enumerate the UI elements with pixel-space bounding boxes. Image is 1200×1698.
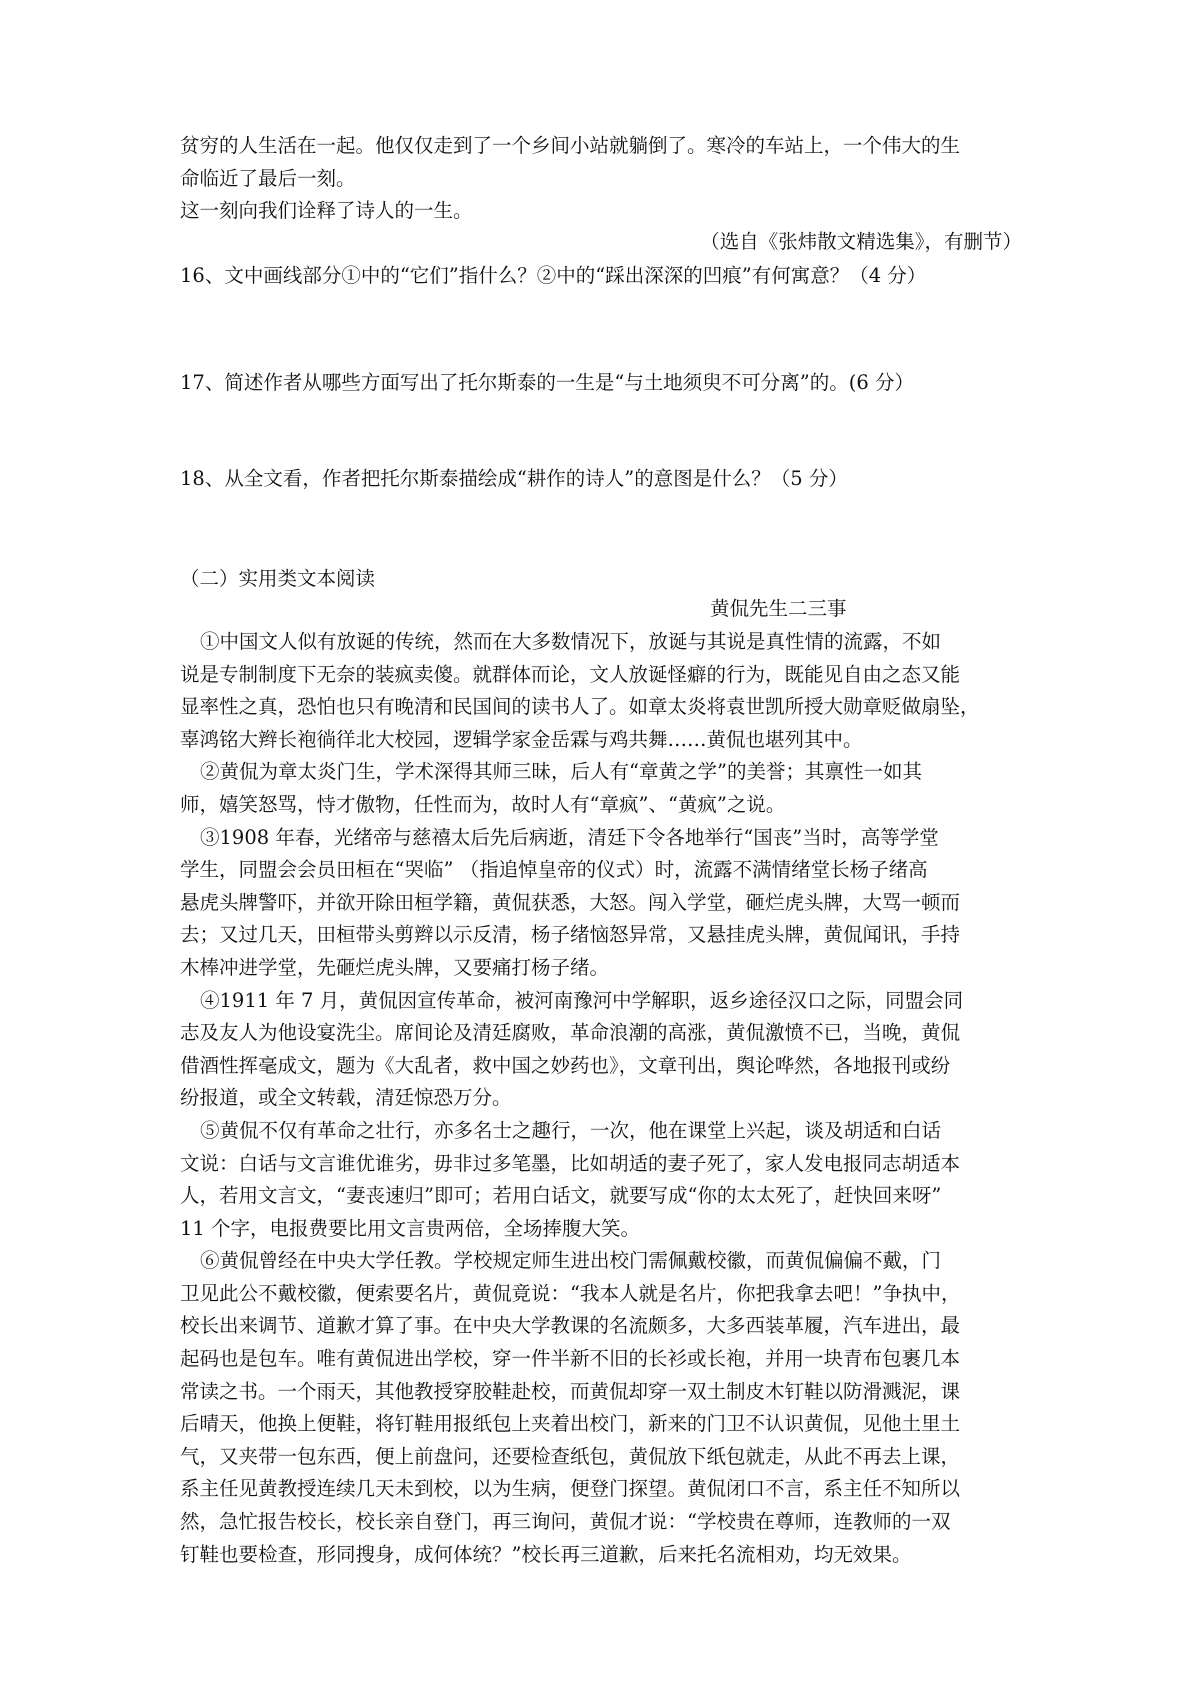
paragraph-line: 系主任见黄教授连续几天未到校，以为生病，便登门探望。黄侃闭口不言，系主任不知所以 (180, 1477, 961, 1501)
paragraph-line: ⑤黄侃不仅有革命之壮行，亦多名士之趣行，一次，他在课堂上兴起，谈及胡适和白话 (200, 1118, 942, 1142)
paragraph-line: 木棒冲进学堂，先砸烂虎头牌，又要痛打杨子绪。 (180, 955, 610, 979)
paragraph-line: 显率性之真，恐怕也只有晚清和民国间的读书人了。如章太炎将袁世凯所授大勋章贬做扇坠， (180, 695, 980, 719)
question-18: 18、从全文看，作者把托尔斯泰描绘成“耕作的诗人”的意图是什么？（5 分） (180, 467, 848, 490)
paragraph-line: ①中国文人似有放诞的传统，然而在大多数情况下，放诞与其说是真性情的流露，不如 (200, 630, 942, 653)
paragraph-line: 卫见此公不戴校徽，便索要名片，黄侃竟说：“我本人就是名片，你把我拿去吧！”争执中， (180, 1281, 961, 1305)
paragraph-line: 纷报道，或全文转载，清廷惊恐万分。 (180, 1086, 512, 1110)
paragraph-line: 借酒性挥毫成文，题为《大乱者，救中国之妙药也》，文章刊出，舆论哗然，各地报刊或纷 (180, 1053, 951, 1077)
paragraph-line: 人，若用文言文，“妻丧速归”即可；若用白话文，就要写成“你的太太死了，赶快回来呀” (180, 1184, 942, 1208)
passage-line: 命临近了最后一刻。 (180, 166, 356, 190)
paragraph-line: 学生，同盟会会员田桓在“哭临” （指追悼皇帝的仪式）时，流露不满情绪堂长杨子绪高 (180, 858, 928, 882)
paragraph-line: 悬虎头牌警吓，并欲开除田桓学籍，黄侃获悉，大怒。闯入学堂，砸烂虎头牌，大骂一顿而 (180, 890, 961, 914)
paragraph-line: 说是专制制度下无奈的装疯卖傻。就群体而论，文人放诞怪癖的行为，既能见自由之态又能 (180, 662, 961, 686)
paragraph-line: 起码也是包车。唯有黄侃进出学校，穿一件半新不旧的长衫或长袍，并用一块青布包裹几本 (180, 1347, 961, 1371)
paragraph-5 (180, 1115, 1030, 1245)
paragraph-line: 后晴天，他换上便鞋，将钉鞋用报纸包上夹着出校门，新来的门卫不认识黄侃，见他土里土 (180, 1412, 961, 1436)
paragraph-line: 11 个字，电报费要比用文言贵两倍，全场捧腹大笑。 (180, 1216, 641, 1240)
article-body (180, 626, 1030, 1571)
question-16: 16、文中画线部分①中的“它们”指什么？②中的“踩出深深的凹痕”有何寓意？（4 分） (180, 264, 927, 287)
paragraph-line: 常读之书。一个雨天，其他教授穿胶鞋赴校，而黄侃却穿一双土制皮木钉鞋以防滑溅泥，课 (180, 1379, 961, 1403)
paragraph-line: ④1911 年 7 月，黄侃因宣传革命，被河南豫河中学解职，返乡途径汉口之际，同盟会同 (200, 988, 964, 1012)
paragraph-line: 辜鸿铭大辫长袍徜徉北大校园，逻辑学家金岳霖与鸡共舞……黄侃也堪列其中。 (180, 727, 863, 751)
paragraph-line: 气，又夹带一包东西，便上前盘问，还要检查纸包，黄侃放下纸包就走，从此不再去上课， (180, 1444, 961, 1468)
source-note: （选自《张炜散文精选集》，有删节） (700, 230, 1022, 253)
paragraph-1 (180, 626, 1030, 756)
paragraph-3 (180, 822, 1030, 985)
paragraph-4 (180, 985, 1030, 1115)
paragraph-2 (180, 756, 1030, 821)
paragraph-line: 校长出来调节、道歉才算了事。在中央大学教课的名流颇多，大多西装革履，汽车进出，最 (180, 1314, 961, 1338)
paragraph-line: 钉鞋也要检查，形同搜身，成何体统？”校长再三道歉，后来托名流相劝，均无效果。 (180, 1542, 912, 1566)
paragraph-line: 然，急忙报告校长，校长亲自登门，再三询问，黄侃才说：“学校贵在尊师，连教师的一双 (180, 1510, 951, 1534)
paragraph-line: 去；又过几天，田桓带头剪辫以示反清，杨子绪恼怒异常，又悬挂虎头牌，黄侃闻讯，手持 (180, 923, 961, 947)
article-title: 黄侃先生二三事 (710, 597, 847, 620)
question-17: 17、简述作者从哪些方面写出了托尔斯泰的一生是“与土地须臾不可分离”的。(6 分） (180, 371, 914, 394)
passage-continuation (180, 130, 1030, 228)
paragraph-6 (180, 1245, 1030, 1571)
paragraph-line: 志及友人为他设宴洗尘。席间论及清廷腐败，革命浪潮的高涨，黄侃激愤不已，当晚，黄侃 (180, 1021, 961, 1045)
passage-line: 贫穷的人生活在一起。他仅仅走到了一个乡间小站就躺倒了。寒冷的车站上，一个伟大的生 (180, 134, 961, 157)
paragraph-line: ③1908 年春，光绪帝与慈禧太后先后病逝，清廷下令各地举行“国丧”当时，高等学堂 (200, 825, 939, 849)
section-heading: （二）实用类文本阅读 (180, 567, 376, 590)
paragraph-line: 师，嬉笑怒骂，恃才傲物，任性而为，故时人有“章疯”、“黄疯”之说。 (180, 792, 786, 816)
paragraph-line: ⑥黄侃曾经在中央大学任教。学校规定师生进出校门需佩戴校徽，而黄侃偏偏不戴，门 (200, 1249, 942, 1273)
paragraph-line: ②黄侃为章太炎门生，学术深得其师三昧，后人有“章黄之学”的美誉；其禀性一如其 (200, 760, 922, 784)
paragraph-line: 文说：白话与文言谁优谁劣，毋非过多笔墨，比如胡适的妻子死了，家人发电报同志胡适本 (180, 1151, 961, 1175)
passage-line: 这一刻向我们诠释了诗人的一生。 (180, 199, 473, 223)
